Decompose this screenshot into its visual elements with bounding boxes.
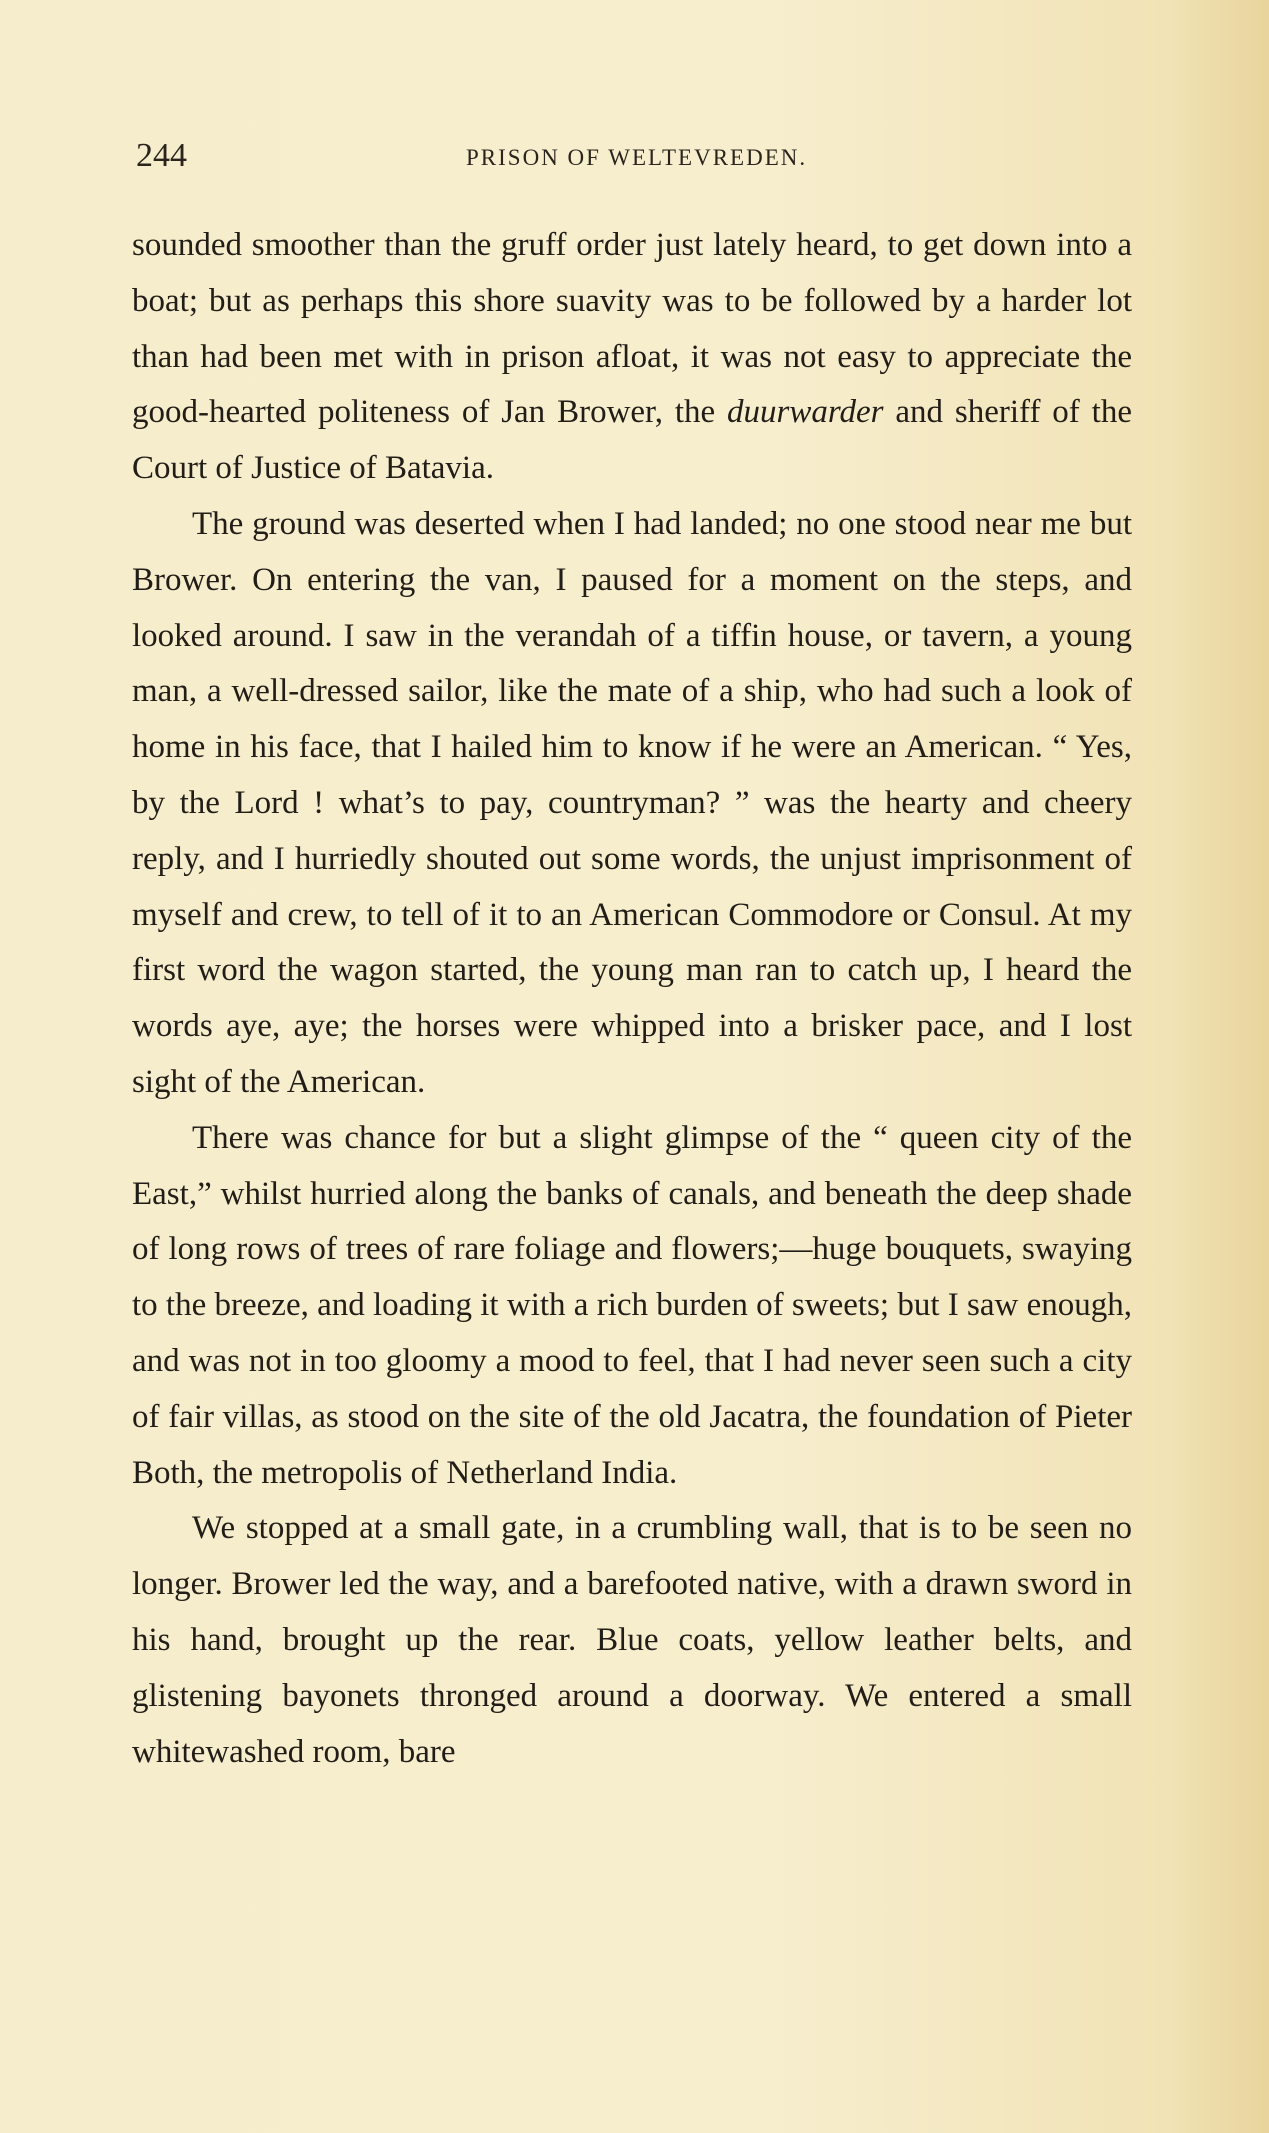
paragraph-1	[132, 218, 1132, 497]
paragraph-1-text-before: sounded smoother than the gruff order just lately heard, to get down into a boat; but as perhaps this shore suavity was to be followed by a harder lot than had been met with in prison afloat, it was not easy to appreciate the good-hearted politeness of Jan Brower, the	[132, 227, 1132, 431]
body-text	[132, 218, 1132, 1780]
paragraph-2: The ground was deserted when I had landed; no one stood near me but Brower. On entering the van, I paused for a moment on the steps, and looked around. I saw in the verandah of a tiffin house, or tavern, a young man, a well-dressed sailor, like the mate of a ship, who had such a look of home in his face, that I hailed him to know if he were an American. “ Yes, by the Lord ! what’s to pay, countryman? ” was the hearty and cheery reply, and I hurriedly shouted out some words, the unjust imprisonment of myself and crew, to tell of it to an American Commodore or Consul. At my first word the wagon started, the young man ran to catch up, I heard the words aye, aye; the horses were whipped into a brisker pace, and I lost sight of the American.	[132, 505, 1132, 1100]
paragraph-3: There was chance for but a slight glimpse of the “ queen city of the East,” whilst hurried along the banks of canals, and beneath the deep shade of long rows of trees of rare foliage and flowers;—huge bouquets, swaying to the breeze, and loading it with a rich burden of sweets; but I saw enough, and was not in too gloomy a mood to feel, that I had never seen such a city of fair villas, as stood on the site of the old Jacatra, the foundation of Pieter Both, the metropolis of Netherland India.	[132, 1119, 1132, 1491]
page-header	[136, 128, 1136, 184]
paragraph-4: We stopped at a small gate, in a crumbling wall, that is to be seen no longer. Brower led the way, and a barefooted native, with a drawn sword in his hand, brought up the rear. Blue coats, yellow leather belts, and glistening bayonets thronged around a doorway. We entered a small whitewashed room, bare	[132, 1510, 1132, 1770]
paragraph-1-text-after: and sheriff of the Court of Justice of Batavia.	[132, 394, 1132, 487]
page-number: 244	[136, 137, 187, 174]
running-head: PRISON OF WELTEVREDEN.	[466, 145, 808, 170]
italic-term-duurwarder: duurwarder	[727, 394, 884, 431]
